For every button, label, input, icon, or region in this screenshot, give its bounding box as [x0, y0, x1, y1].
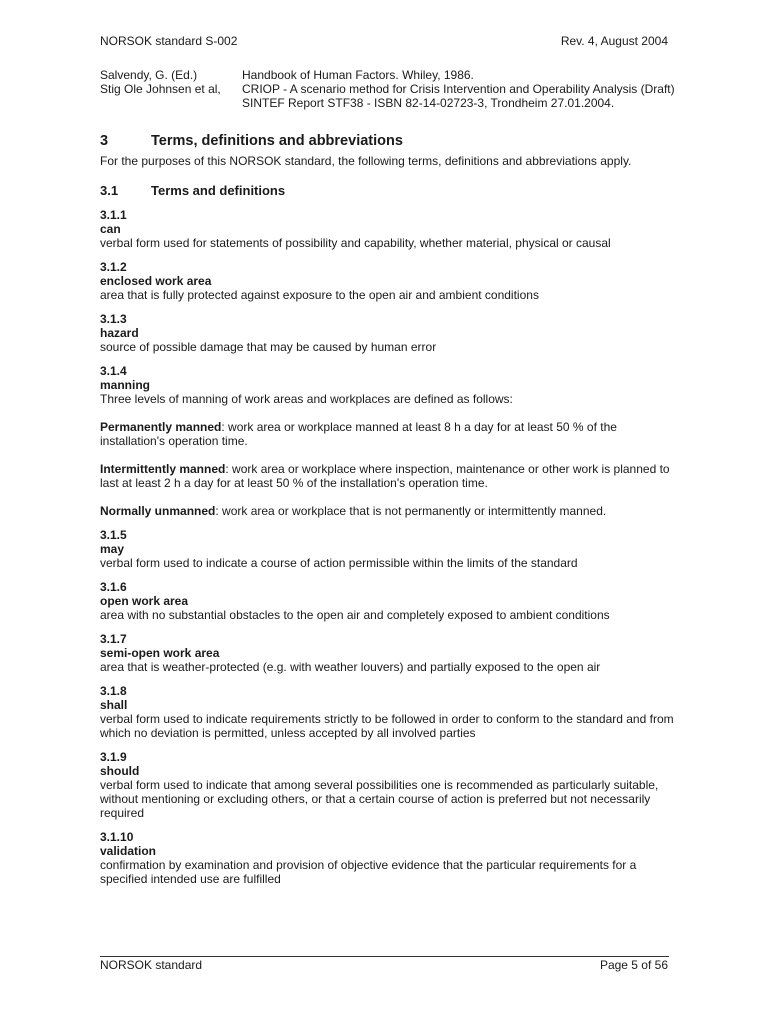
manning-level-unmanned: [100, 504, 680, 518]
manning-level-label: Normally unmanned: [100, 504, 216, 518]
definition-entry: [100, 528, 680, 570]
subsection-title: Terms and definitions: [151, 183, 286, 198]
header-revision: Rev. 4, August 2004: [560, 34, 668, 48]
section-intro: For the purposes of this NORSOK standard, the following terms, definitions and abbreviations apply.: [100, 154, 632, 168]
section-title: Terms, definitions and abbreviations: [151, 133, 403, 149]
definition-entry: [100, 684, 680, 740]
manning-level-text: : work area or workplace that is not permanently or intermittently manned.: [215, 504, 607, 518]
definition-term: open work area: [100, 594, 189, 608]
page-number: Page 5 of 56: [599, 958, 668, 972]
definition-number: 3.1.3: [100, 312, 127, 326]
reference-text: CRIOP - A scenario method for Crisis Intervention and Operability Analysis (Draft) SINTEF Report STF38 - ISBN 82-14-02723-3, Trondheim 27.01.2004.: [242, 82, 675, 110]
definition-term: can: [100, 222, 121, 236]
definition-term: semi-open work area: [100, 646, 220, 660]
definition-entry: [100, 260, 680, 302]
definition-term: manning: [100, 378, 150, 392]
footer-standard: NORSOK standard: [100, 958, 203, 972]
definition-number: 3.1.1: [100, 208, 127, 222]
manning-level-text: : work area or workplace manned at least 8 h a day for at least 50 % of the installation's operation time.: [100, 420, 617, 448]
definition-entry: [100, 750, 680, 820]
page-footer: [100, 958, 668, 972]
header-standard: NORSOK standard S-002: [100, 34, 238, 48]
definition-text: verbal form used to indicate a course of action permissible within the limits of the standard: [100, 556, 578, 570]
manning-level-label: Permanently manned: [100, 420, 222, 434]
definition-text: Three levels of manning of work areas and workplaces are defined as follows:: [100, 392, 513, 406]
definition-number: 3.1.6: [100, 580, 127, 594]
definition-entry: [100, 632, 680, 674]
definition-entry: [100, 312, 680, 354]
footer-divider: [100, 956, 669, 957]
subsection-number: 3.1: [100, 183, 119, 198]
manning-level-intermittent: [100, 462, 680, 490]
definition-entry: [100, 580, 680, 622]
definition-number: 3.1.5: [100, 528, 127, 542]
definition-number: 3.1.9: [100, 750, 127, 764]
section-terms: [100, 133, 680, 886]
reference-author: Stig Ole Johnsen et al,: [100, 82, 221, 96]
definition-term: enclosed work area: [100, 274, 212, 288]
definition-text: verbal form used to indicate requirements strictly to be followed in order to conform to the standard and from which no deviation is permitted, unless accepted by all involved parties: [100, 712, 674, 740]
manning-level-permanent: [100, 420, 680, 448]
definition-term: validation: [100, 844, 157, 858]
section-number: 3: [100, 133, 109, 149]
definition-number: 3.1.8: [100, 684, 127, 698]
definition-text: confirmation by examination and provision of objective evidence that the particular requirements for a specified intended use are fulfilled: [100, 858, 637, 886]
definition-entry: [100, 364, 680, 518]
definition-term: shall: [100, 698, 128, 712]
reference-text: Handbook of Human Factors. Whiley, 1986.: [242, 68, 474, 82]
definition-entry: [100, 208, 680, 250]
definition-number: 3.1.10: [100, 830, 134, 844]
definition-number: 3.1.2: [100, 260, 127, 274]
definition-text: verbal form used for statements of possibility and capability, whether material, physical or causal: [100, 236, 611, 250]
reference-item: [100, 82, 680, 110]
reference-author: Salvendy, G. (Ed.): [100, 68, 198, 82]
references-list: [100, 68, 680, 110]
definition-number: 3.1.4: [100, 364, 127, 378]
section-heading: [100, 133, 680, 149]
definition-term: may: [100, 542, 125, 556]
definition-text: area that is weather-protected (e.g. with weather louvers) and partially exposed to the open air: [100, 660, 601, 674]
reference-item: [100, 68, 680, 82]
page-header: [100, 34, 668, 48]
definition-text: area that is fully protected against exposure to the open air and ambient conditions: [100, 288, 539, 302]
definition-number: 3.1.7: [100, 632, 127, 646]
definition-text: verbal form used to indicate that among several possibilities one is recommended as particularly suitable, without mentioning or excluding others, or that a certain course of action is preferred but not necessarily required: [100, 778, 659, 820]
definition-term: hazard: [100, 326, 139, 340]
definition-text: source of possible damage that may be caused by human error: [100, 340, 437, 354]
definition-entry: [100, 830, 680, 886]
manning-level-label: Intermittently manned: [100, 462, 226, 476]
subsection-heading: [100, 183, 680, 198]
definition-text: area with no substantial obstacles to the open air and completely exposed to ambient conditions: [100, 608, 610, 622]
definition-term: should: [100, 764, 140, 778]
manning-level-text: : work area or workplace where inspection, maintenance or other work is planned to last at least 2 h a day for at least 50 % of the installation's operation time.: [100, 462, 670, 490]
